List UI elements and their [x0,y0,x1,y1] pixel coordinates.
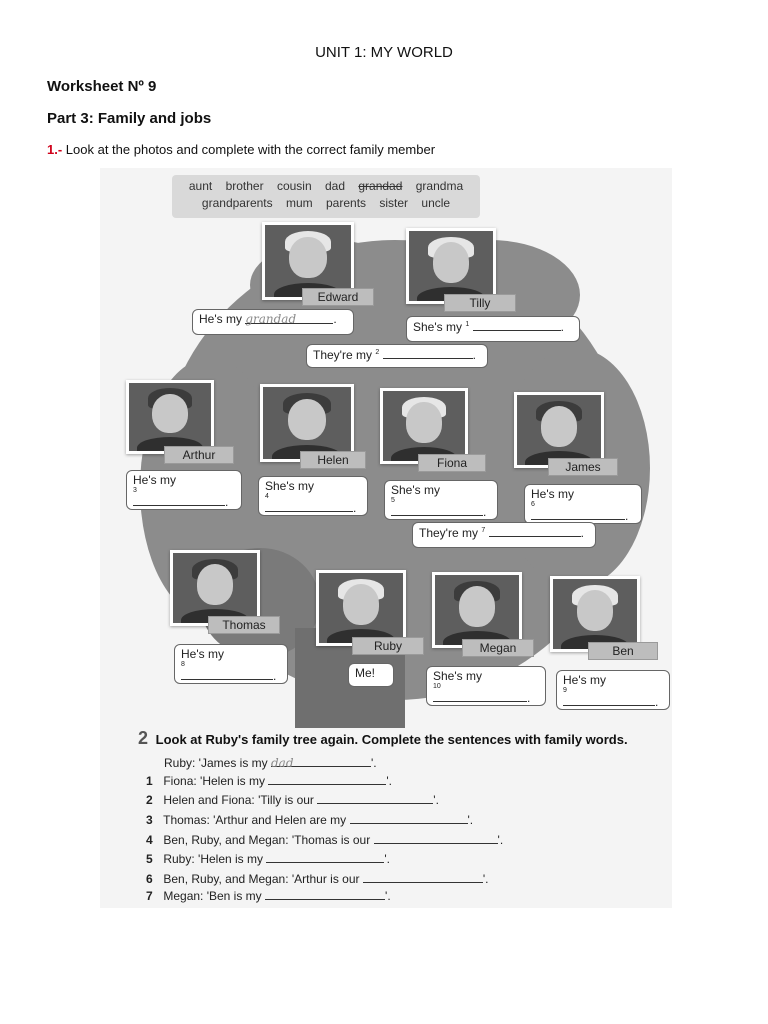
answer-blank[interactable] [317,793,433,804]
photo-ben [550,576,640,652]
name-tag-arthur: Arthur [164,446,234,464]
blank-number: 2 [375,349,380,356]
bubble-text: They're my [313,348,372,362]
sentence-end: '. [371,756,377,770]
sentence-end: '. [386,774,392,788]
name-tag-edward: Edward [302,288,374,306]
word-bank-word: brother [225,179,264,193]
bubble-ruby [348,663,394,687]
item-number: 6 [146,872,153,886]
answer-blank[interactable] [391,504,483,516]
name-tag-tilly: Tilly [444,294,516,312]
sentence-text: Ben, Ruby, and Megan: 'Thomas is our [163,833,371,847]
bubble-text: He's my [531,487,574,501]
word-bank-word: parents [326,196,367,210]
bubble-text: She's my [265,479,314,493]
answer-blank[interactable] [265,500,353,512]
exercise-number: 2 [138,728,149,748]
blank-number: 3 [133,487,137,494]
item-number: 7 [146,889,153,903]
instruction [47,142,768,157]
answer-blank[interactable] [374,833,498,844]
blank-number: 10 [433,683,441,690]
bubble-text: They're my [419,526,478,540]
photo-fiona [380,388,468,464]
name-tag-ben: Ben [588,642,658,660]
sentence-text: Ruby: 'Helen is my [163,852,263,866]
answer-blank[interactable] [383,347,473,359]
answer-blank[interactable] [266,852,384,863]
name-tag-helen: Helen [300,451,366,469]
photo-tilly [406,228,496,304]
sentence-text: Ben, Ruby, and Megan: 'Arthur is our [163,872,360,886]
photo-megan [432,572,522,648]
exercise-2-item [146,852,390,866]
unit-title: UNIT 1: MY WORLD [315,44,453,61]
sentence-end: '. [384,852,390,866]
bubble-fiona: She's my 5 . [384,480,498,520]
answer-blank[interactable] [363,872,483,883]
answer-blank[interactable] [350,813,468,824]
exercise-2-item [146,833,503,847]
bubble-text: Me! [355,666,376,680]
bubble-tilly: She's my $^1$ . [406,316,580,342]
blank-number: 6 [531,501,535,508]
answer-blank[interactable] [489,525,581,537]
word-bank-row-2 [172,195,480,212]
word-bank [172,175,480,218]
answer-blank[interactable] [473,319,561,331]
exercise-2-title: Look at Ruby's family tree again. Complete the sentences with family words. [155,732,628,747]
sentence-end: '. [385,889,391,903]
bubble-text: He's my [181,647,224,661]
exercise-2-heading [138,728,628,749]
word-bank-word: dad [324,179,346,193]
instruction-text: Look at the photos and complete with the correct family member [65,142,436,157]
sentence-text: Helen and Fiona: 'Tilly is our [163,793,314,807]
name-tag-ruby: Ruby [352,637,424,655]
sentence-text: Megan: 'Ben is my [163,889,262,903]
sentence-end: '. [482,872,489,886]
item-number: 3 [146,813,153,827]
name-tag-megan: Megan [462,639,534,657]
name-tag-fiona: Fiona [418,454,486,472]
bubble-thomas: He's my 8 . [174,644,288,684]
bubble-parents: They're my $^7$ . [412,522,596,548]
photo-james [514,392,604,468]
answer-blank[interactable]: grandad [245,312,333,324]
word-bank-word: grandparents [201,196,273,210]
item-number: 2 [146,793,153,807]
bubble-grandparents: They're my $^2$ . [306,344,488,368]
sentence-end: '. [433,793,439,807]
answer-blank[interactable] [433,690,527,702]
bubble-text: She's my [433,669,482,683]
word-bank-word: uncle [421,196,451,210]
sentence-end: '. [497,833,504,847]
photo-ruby [316,570,406,646]
blank-number: 5 [391,497,395,504]
blank-number: 9 [563,687,567,694]
bubble-james: He's my 6 . [524,484,642,524]
worksheet-title: Worksheet Nº 9 [47,78,157,95]
sentence-end: '. [467,813,474,827]
bubble-helen: She's my 4 . [258,476,368,516]
exercise-2-example [164,756,377,770]
part-title: Part 3: Family and jobs [47,110,212,127]
exercise-2-item [146,813,473,827]
blank-number: 8 [181,661,185,668]
bubble-text: He's my [133,473,176,487]
exercise-2-item [146,793,439,807]
photo-thomas [170,550,260,626]
item-number: 4 [146,833,153,847]
sentence-text: Ruby: 'James is my [164,756,268,770]
word-bank-word: cousin [276,179,312,193]
bubble-text: She's my [413,320,462,334]
answer-blank[interactable] [181,668,273,680]
exercise-2-item [146,889,391,903]
answer-blank[interactable]: dad [271,756,371,767]
sentence-text: Thomas: 'Arthur and Helen are my [163,813,347,827]
bubble-edward: He's my grandad . [192,309,354,335]
exercise-2-item [146,774,392,788]
bubble-text: He's my [563,673,606,687]
sentence-text: Fiona: 'Helen is my [163,774,266,788]
item-number: 1 [146,774,153,788]
photo-arthur [126,380,214,454]
bubble-text: He's my [199,312,242,326]
answer-blank[interactable] [133,494,225,506]
word-bank-word: mum [285,196,313,210]
instruction-number: 1.- [47,142,63,157]
answer-blank[interactable] [265,889,385,900]
word-bank-word-struck: grandad [358,179,403,193]
name-tag-thomas: Thomas [208,616,280,634]
word-bank-word: sister [379,196,409,210]
answer-blank[interactable] [531,508,625,520]
bubble-ben: He's my 9 . [556,670,670,710]
scanned-exercise [100,168,672,908]
exercise-2-item [146,872,488,886]
item-number: 5 [146,852,153,866]
blank-number: 1 [465,321,470,328]
blank-number: 7 [481,527,486,534]
bubble-megan: She's my 10 . [426,666,546,706]
bubble-text: She's my [391,483,440,497]
bubble-arthur: He's my 3 . [126,470,242,510]
name-tag-james: James [548,458,618,476]
blank-number: 4 [265,493,269,500]
word-bank-row-1 [172,178,480,195]
word-bank-word: grandma [415,179,464,193]
word-bank-word: aunt [188,179,213,193]
answer-blank[interactable] [268,774,386,785]
answer-blank[interactable] [563,694,655,706]
